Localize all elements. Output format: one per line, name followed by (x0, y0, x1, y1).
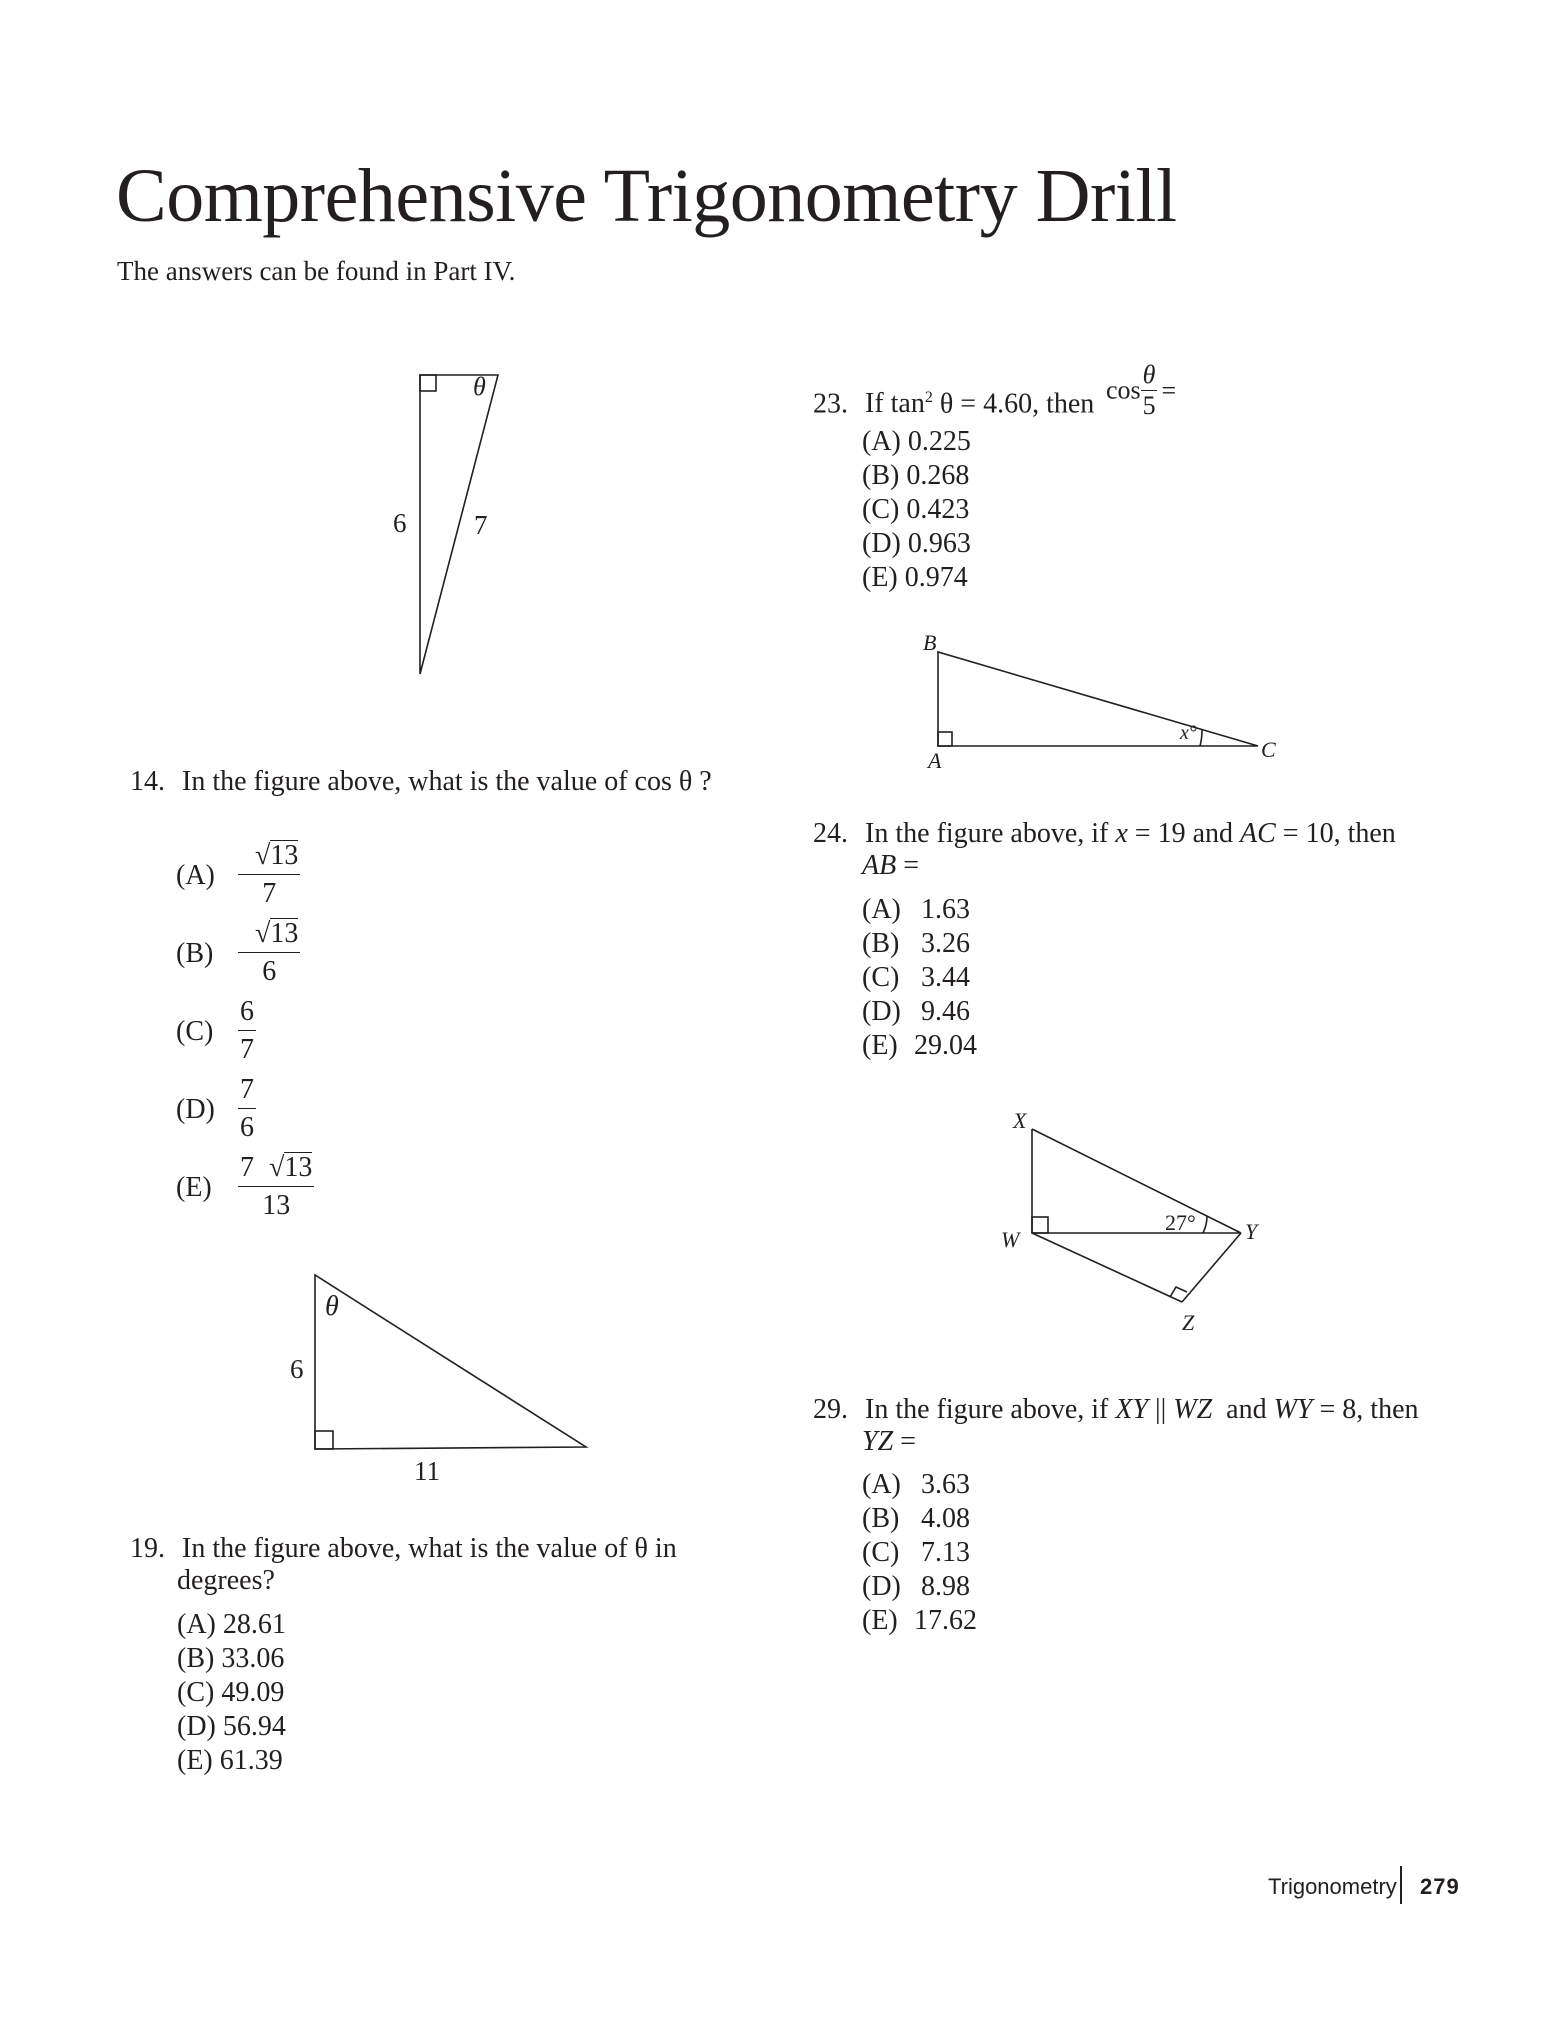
q23-number: 23. (813, 388, 848, 420)
q14-choice-b: (B) $\frac{√13}{6}$ (176, 916, 300, 991)
page-subtitle: The answers can be found in Part IV. (117, 256, 516, 286)
q14-choice-d (176, 1072, 256, 1147)
q29-text-a: In the figure above, if (865, 1394, 1116, 1425)
q29-var-wy: WY (1273, 1394, 1313, 1425)
q23-cos: cos (1106, 375, 1141, 405)
q24-var-ab: AB (862, 850, 897, 881)
q23-choices (862, 425, 971, 595)
q14-choice-e: (E) $\frac{7 √13}{13}$ (176, 1150, 314, 1225)
q14-choice-numerator: 6 (238, 994, 256, 1031)
q23-stem (813, 382, 1094, 420)
q23-text-a: If tan (865, 388, 925, 420)
figure19-triangle (315, 1275, 586, 1449)
figure14-side-7: 7 (474, 510, 488, 540)
q19-number: 19. (130, 1533, 165, 1564)
page-title: Comprehensive Trigonometry Drill (116, 154, 1177, 238)
q24-stem-line2 (862, 850, 919, 882)
figure24-angle-label: x° (1180, 722, 1197, 744)
q24-choice-e: (E) 29.04 (862, 1030, 977, 1061)
q19-choice-d: (D) 56.94 (177, 1711, 286, 1742)
figure19-right-angle-mark (315, 1431, 333, 1449)
q29-text-c: = 8, then (1312, 1394, 1419, 1425)
q19-choice-b: (B) 33.06 (177, 1643, 285, 1674)
q29-choice-e: (E) 17.62 (862, 1605, 977, 1636)
q29-parallel: || (1148, 1394, 1174, 1425)
q29-stem-line2 (862, 1426, 916, 1458)
figure19-theta-label: θ (325, 1291, 339, 1322)
q23-equals: = (1161, 375, 1177, 405)
q24-text-c: = 10, then (1275, 818, 1396, 849)
q14-choice-denominator: 6 (262, 956, 277, 987)
q14-choice-radicand: 13 (284, 1152, 313, 1183)
q14-choice-radicand: 13 (270, 918, 299, 949)
figure24-label-a: A (928, 748, 942, 773)
figure29-right-angle-z (1170, 1287, 1187, 1297)
q14-choice-denominator: 7 (262, 878, 277, 909)
figure29-xy (1032, 1129, 1241, 1233)
q23-choice-a: (A) 0.225 (862, 426, 971, 457)
figure29-label-y: Y (1245, 1219, 1258, 1244)
q23-cos-expression (1106, 360, 1176, 421)
q19-choice-e: (E) 61.39 (177, 1745, 283, 1776)
q14-stem (130, 766, 712, 798)
figure14-right-angle-mark (420, 375, 436, 391)
figure24-label-c: C (1261, 737, 1276, 762)
q14-choice-c (176, 994, 256, 1069)
q14-choice-denominator: 13 (262, 1190, 291, 1221)
q29-choice-d: (D) 8.98 (862, 1571, 970, 1602)
q29-stem (813, 1394, 1419, 1426)
q19-choices (177, 1608, 286, 1778)
q29-choice-a: (A) 3.63 (862, 1469, 970, 1500)
q24-choice-a: (A) 1.63 (862, 894, 970, 925)
q23-choice-e: (E) 0.974 (862, 562, 968, 593)
figure24-right-angle-mark (938, 732, 952, 746)
q24-choice-b: (B) 3.26 (862, 928, 970, 959)
q24-number: 24. (813, 818, 848, 849)
figure29-wz (1032, 1233, 1182, 1302)
q23-frac-denominator: 5 (1142, 391, 1156, 420)
q29-var-yz: YZ (862, 1426, 894, 1457)
figure19-side-11: 11 (414, 1456, 440, 1486)
footer-section: Trigonometry (1268, 1874, 1397, 1899)
q19-text-line1: In the figure above, what is the value of θ in (182, 1533, 677, 1564)
q19-stem (130, 1533, 677, 1565)
q23-choice-c: (C) 0.423 (862, 494, 970, 525)
q14-choice-letter: (D) (176, 1093, 215, 1125)
q19-choice-a: (A) 28.61 (177, 1609, 286, 1640)
q14-choice-radicand: 13 (270, 840, 299, 871)
q29-choices (862, 1468, 977, 1638)
figure14-theta-label: θ (473, 372, 486, 401)
q24-text-b: = 19 and (1127, 818, 1241, 849)
q14-choice-a: (A) $\frac{√13}{7}$ (176, 838, 300, 913)
q14-choice-letter: (A) (176, 859, 215, 891)
q29-var-xy: XY (1115, 1394, 1149, 1425)
figure29-label-z: Z (1182, 1310, 1195, 1335)
q24-choice-c: (C) 3.44 (862, 962, 970, 993)
figure19-side-6: 6 (290, 1354, 304, 1384)
q24-equals: = (896, 850, 920, 881)
figure24-angle-arc (1200, 730, 1202, 746)
figure24-label-b: B (923, 630, 937, 655)
q14-choice-numerator: 7 (238, 1072, 256, 1109)
q19-choice-c: (C) 49.09 (177, 1677, 285, 1708)
q14-choice-letter: (E) (176, 1171, 212, 1203)
q29-choice-c: (C) 7.13 (862, 1537, 970, 1568)
q29-equals: = (893, 1426, 916, 1457)
q23-choice-d: (D) 0.963 (862, 528, 971, 559)
figure24-triangle (938, 652, 1258, 746)
q23-exponent: 2 (924, 389, 933, 406)
q29-number: 29. (813, 1394, 848, 1425)
q23-choice-b: (B) 0.268 (862, 460, 970, 491)
q24-var-ac: AC (1240, 818, 1276, 849)
q19-text-line2: degrees? (177, 1565, 275, 1596)
figure29-angle-arc (1203, 1216, 1207, 1233)
q24-stem (813, 818, 1396, 850)
q23-frac-numerator: θ (1142, 360, 1156, 389)
figure29-label-w: W (1001, 1227, 1020, 1252)
figure29-right-angle-w (1032, 1217, 1048, 1233)
q14-choice-letter: (C) (176, 1015, 214, 1047)
q23-text-b: θ = 4.60, then (932, 388, 1095, 420)
q14-number: 14. (130, 766, 165, 797)
figure29-yz (1182, 1233, 1241, 1302)
q24-choice-d: (D) 9.46 (862, 996, 970, 1027)
figure29-angle-label: 27° (1165, 1210, 1196, 1235)
q29-text-b: and (1212, 1394, 1274, 1425)
q29-choice-b: (B) 4.08 (862, 1503, 970, 1534)
q29-var-wz: WZ (1173, 1394, 1213, 1425)
q14-choice-denominator: 7 (240, 1034, 254, 1065)
q24-choices (862, 893, 977, 1063)
footer-divider (1400, 1866, 1402, 1904)
q24-text-a: In the figure above, if (865, 818, 1116, 849)
q14-choice-coefficient: 7 (240, 1152, 254, 1183)
q14-choice-denominator: 6 (240, 1112, 254, 1143)
q24-var-x: x (1115, 818, 1128, 849)
figure29-label-x: X (1013, 1108, 1027, 1133)
page-number: 279 (1420, 1874, 1460, 1899)
figure14-side-6: 6 (393, 508, 407, 538)
q14-text: In the figure above, what is the value of cos θ ? (182, 766, 712, 797)
q14-choice-letter: (B) (176, 937, 214, 969)
